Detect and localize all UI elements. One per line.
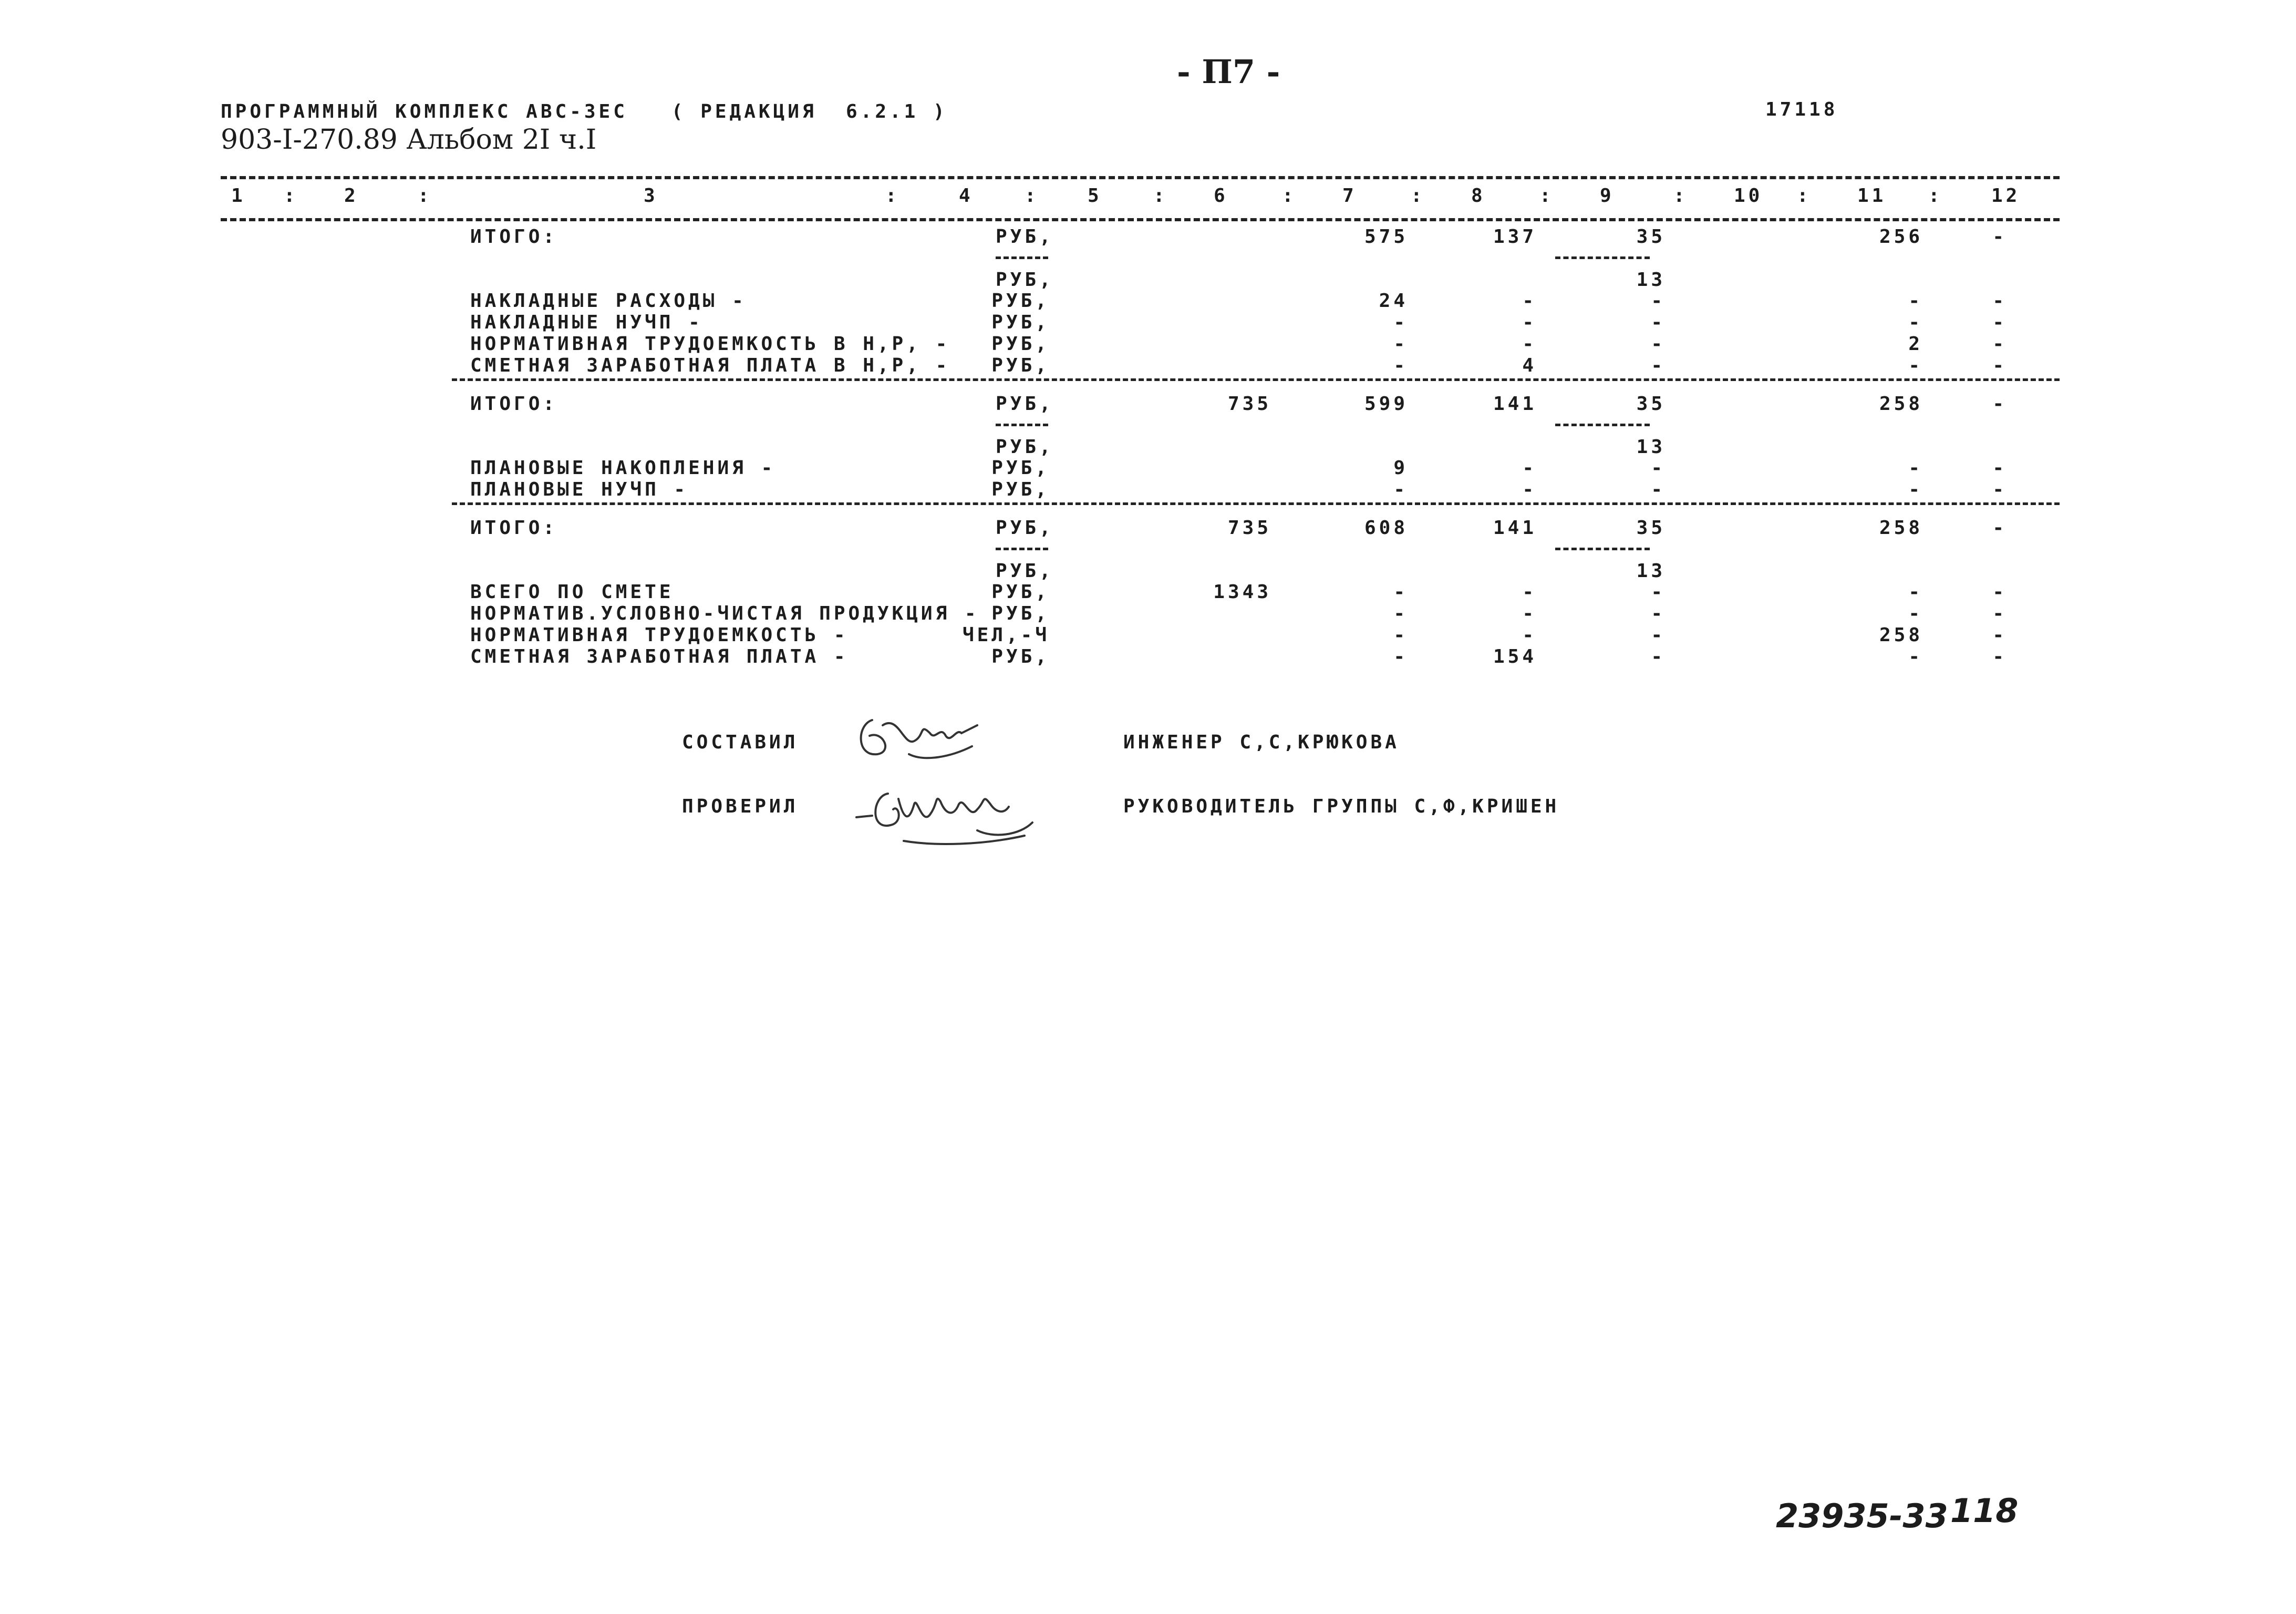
row-label: НОРМАТИВНАЯ ТРУДОЕМКОСТЬ - — [470, 624, 849, 646]
column-separator: : — [1539, 185, 1554, 207]
cell-c9: - — [1651, 312, 1666, 333]
row-unit: РУБ, — [991, 457, 1050, 479]
cell-c7: - — [1393, 581, 1408, 603]
cell-c12: - — [1992, 603, 2007, 624]
row-unit: РУБ, — [991, 479, 1050, 500]
column-header: 5 — [1088, 185, 1102, 207]
column-separator: : — [1928, 185, 1943, 207]
cell-c7: 9 — [1393, 457, 1408, 479]
cell-c11: - — [1908, 290, 1923, 312]
cell-c9: - — [1651, 581, 1666, 603]
column-separator: : — [1797, 185, 1812, 207]
cell-c11: - — [1908, 646, 1923, 667]
cell-c12: - — [1992, 312, 2007, 333]
column-header: 10 — [1734, 185, 1763, 207]
cell-c12: - — [1992, 226, 2007, 248]
cell-c12: - — [1992, 333, 2007, 355]
cell-c9: - — [1651, 624, 1666, 646]
signature-compiled — [851, 704, 988, 773]
column-header: 7 — [1342, 185, 1357, 207]
cell-c9: 13 — [1636, 436, 1666, 458]
col9-underline — [1555, 548, 1650, 550]
signature-checked — [851, 773, 1040, 851]
column-header: 11 — [1857, 185, 1887, 207]
cell-c6: 1343 — [1213, 581, 1271, 603]
cell-c8: 141 — [1493, 393, 1537, 415]
sub-unit: РУБ, — [996, 560, 1054, 582]
col9-underline — [1555, 256, 1650, 259]
column-header: 6 — [1214, 185, 1228, 207]
column-header: 3 — [644, 185, 658, 207]
cell-c7: 575 — [1364, 226, 1408, 248]
row-unit: РУБ, — [991, 355, 1050, 376]
cell-c9: 35 — [1636, 393, 1666, 415]
column-separator: : — [1673, 185, 1688, 207]
cell-c9: - — [1651, 603, 1666, 624]
cell-c9: 35 — [1636, 226, 1666, 248]
cell-c12: - — [1992, 355, 2007, 376]
sheet-number: 118 — [1950, 1492, 2019, 1530]
total-unit: РУБ, — [996, 226, 1054, 248]
cell-c12: - — [1992, 517, 2007, 539]
row-unit: РУБ, — [991, 333, 1050, 355]
cell-c7: - — [1393, 333, 1408, 355]
column-separator: : — [1153, 185, 1168, 207]
column-header: 9 — [1600, 185, 1615, 207]
cell-c11: 256 — [1879, 226, 1923, 248]
cell-c6: 735 — [1227, 393, 1271, 415]
cell-c7: - — [1393, 624, 1408, 646]
cell-c9: 13 — [1636, 560, 1666, 582]
cell-c12: - — [1992, 290, 2007, 312]
total-label: ИТОГО: — [470, 226, 558, 248]
row-label: СМЕТНАЯ ЗАРАБОТНАЯ ПЛАТА - — [470, 646, 849, 667]
sub-unit: РУБ, — [996, 269, 1054, 291]
stamp-number: 23935-33 — [1776, 1497, 1948, 1535]
cell-c9: - — [1651, 355, 1666, 376]
cell-c11: - — [1908, 312, 1923, 333]
cell-c7: 608 — [1364, 517, 1408, 539]
unit-underline — [996, 424, 1048, 426]
block-separator-rule — [452, 378, 2060, 381]
unit-underline — [996, 256, 1048, 259]
row-label: СМЕТНАЯ ЗАРАБОТНАЯ ПЛАТА В Н,Р, - — [470, 355, 950, 376]
document-code: 17118 — [1765, 99, 1838, 120]
cell-c7: - — [1393, 312, 1408, 333]
col9-underline — [1555, 424, 1650, 426]
cell-c8: - — [1522, 290, 1537, 312]
total-label: ИТОГО: — [470, 393, 558, 415]
cell-c8: - — [1522, 581, 1537, 603]
cell-c7: - — [1393, 646, 1408, 667]
row-unit: РУБ, — [991, 290, 1050, 312]
cell-c8: 141 — [1493, 517, 1537, 539]
cell-c7: - — [1393, 603, 1408, 624]
block-separator-rule — [452, 502, 2060, 505]
cell-c7: - — [1393, 479, 1408, 500]
cell-c8: - — [1522, 457, 1537, 479]
total-unit: РУБ, — [996, 393, 1054, 415]
cell-c8: 154 — [1493, 646, 1537, 667]
total-unit: РУБ, — [996, 517, 1054, 539]
table-top-rule — [221, 176, 2060, 179]
cell-c8: - — [1522, 312, 1537, 333]
cell-c11: - — [1908, 355, 1923, 376]
table-header-rule — [221, 218, 2060, 221]
cell-c8: 137 — [1493, 226, 1537, 248]
column-separator: : — [885, 185, 900, 207]
page-number: - П7 - — [1177, 53, 1280, 91]
cell-c9: - — [1651, 646, 1666, 667]
cell-c11: 258 — [1879, 624, 1923, 646]
cell-c9: - — [1651, 333, 1666, 355]
column-separator: : — [1411, 185, 1425, 207]
column-separator: : — [284, 185, 298, 207]
cell-c8: - — [1522, 624, 1537, 646]
row-unit: РУБ, — [991, 646, 1050, 667]
signature-person-compiled: ИНЖЕНЕР С,С,КРЮКОВА — [1123, 732, 1400, 753]
cell-c8: - — [1522, 603, 1537, 624]
cell-c8: 4 — [1522, 355, 1537, 376]
cell-c8: - — [1522, 333, 1537, 355]
row-label: ПЛАНОВЫЕ НАКОПЛЕНИЯ - — [470, 457, 776, 479]
row-label: НОРМАТИВНАЯ ТРУДОЕМКОСТЬ В Н,Р, - — [470, 333, 950, 355]
column-header: 2 — [344, 185, 359, 207]
row-label: НАКЛАДНЫЕ НУЧП - — [470, 312, 703, 333]
cell-c7: - — [1393, 355, 1408, 376]
column-separator: : — [418, 185, 432, 207]
signature-role-checked: ПРОВЕРИЛ — [682, 796, 799, 817]
cell-c11: - — [1908, 581, 1923, 603]
cell-c9: - — [1651, 479, 1666, 500]
row-label: ПЛАНОВЫЕ НУЧП - — [470, 479, 689, 500]
cell-c11: 258 — [1879, 393, 1923, 415]
signature-person-checked: РУКОВОДИТЕЛЬ ГРУППЫ С,Ф,КРИШЕН — [1123, 796, 1560, 817]
column-separator: : — [1282, 185, 1297, 207]
cell-c12: - — [1992, 393, 2007, 415]
cell-c11: - — [1908, 603, 1923, 624]
cell-c7: 24 — [1379, 290, 1408, 312]
total-label: ИТОГО: — [470, 517, 558, 539]
cell-c11: 258 — [1879, 517, 1923, 539]
column-header: 1 — [231, 185, 246, 207]
row-unit: РУБ, — [991, 581, 1050, 603]
program-line: ПРОГРАММНЫЙ КОМПЛЕКС АВС-3ЕС ( РЕДАКЦИЯ 6.2.1 ) — [221, 101, 948, 122]
cell-c11: - — [1908, 479, 1923, 500]
cell-c6: 735 — [1227, 517, 1271, 539]
row-unit: РУБ, — [991, 312, 1050, 333]
cell-c11: - — [1908, 457, 1923, 479]
cell-c9: - — [1651, 290, 1666, 312]
cell-c9: 13 — [1636, 269, 1666, 291]
column-header: 8 — [1471, 185, 1486, 207]
column-header: 12 — [1991, 185, 2021, 207]
cell-c9: - — [1651, 457, 1666, 479]
column-header: 4 — [959, 185, 974, 207]
row-label: НАКЛАДНЫЕ РАСХОДЫ - — [470, 290, 747, 312]
album-reference: 903-I-270.89 Альбом 2I ч.I — [221, 124, 597, 156]
column-separator: : — [1025, 185, 1039, 207]
unit-underline — [996, 548, 1048, 550]
cell-c12: - — [1992, 457, 2007, 479]
cell-c12: - — [1992, 581, 2007, 603]
cell-c11: 2 — [1908, 333, 1923, 355]
cell-c12: - — [1992, 646, 2007, 667]
row-label: ВСЕГО ПО СМЕТЕ — [470, 581, 674, 603]
cell-c12: - — [1992, 479, 2007, 500]
cell-c9: 35 — [1636, 517, 1666, 539]
row-label: НОРМАТИВ.УСЛОВНО-ЧИСТАЯ ПРОДУКЦИЯ - — [470, 603, 979, 624]
cell-c7: 599 — [1364, 393, 1408, 415]
cell-c12: - — [1992, 624, 2007, 646]
cell-c8: - — [1522, 479, 1537, 500]
row-unit: ЧЕЛ,-Ч — [962, 624, 1050, 646]
row-unit: РУБ, — [991, 603, 1050, 624]
signature-role-compiled: СОСТАВИЛ — [682, 732, 799, 753]
sub-unit: РУБ, — [996, 436, 1054, 458]
